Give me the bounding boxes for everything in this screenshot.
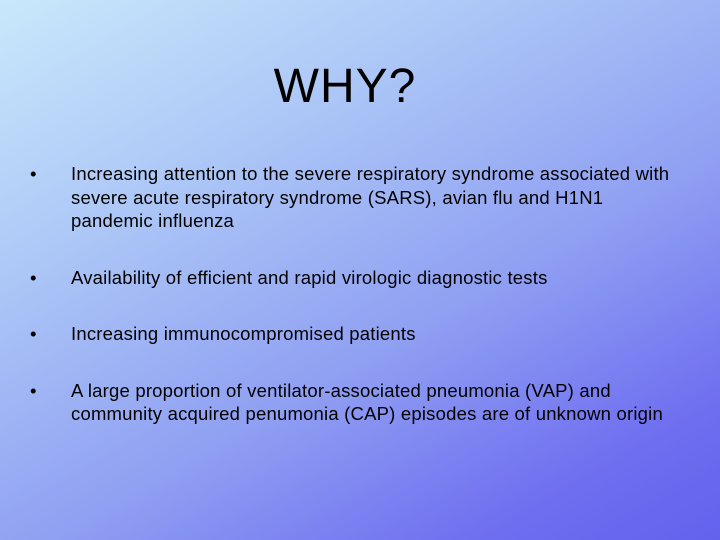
bullet-text: Increasing attention to the severe respiratory syndrome associated with severe acute respiratory syndrome (SARS), avian flu and H1N1 pandemic influenza — [71, 163, 670, 231]
bullet-text: A large proportion of ventilator-associated pneumonia (VAP) and community acquired penumonia (CAP) episodes are of unknown origin — [71, 379, 663, 424]
slide-title: WHY? — [273, 60, 417, 113]
bullet-text: Increasing immunocompromised patients — [71, 323, 416, 344]
bullet-list — [30, 162, 690, 426]
bullet-item — [30, 266, 690, 290]
bullet-item — [30, 162, 690, 233]
bullet-marker: • — [30, 379, 37, 401]
bullet-item — [30, 379, 690, 426]
bullet-item — [30, 322, 690, 346]
bullet-text: Availability of efficient and rapid virologic diagnostic tests — [71, 266, 548, 288]
bullet-marker: • — [30, 163, 37, 184]
bullet-marker: • — [30, 323, 37, 344]
bullet-marker: • — [30, 266, 37, 288]
